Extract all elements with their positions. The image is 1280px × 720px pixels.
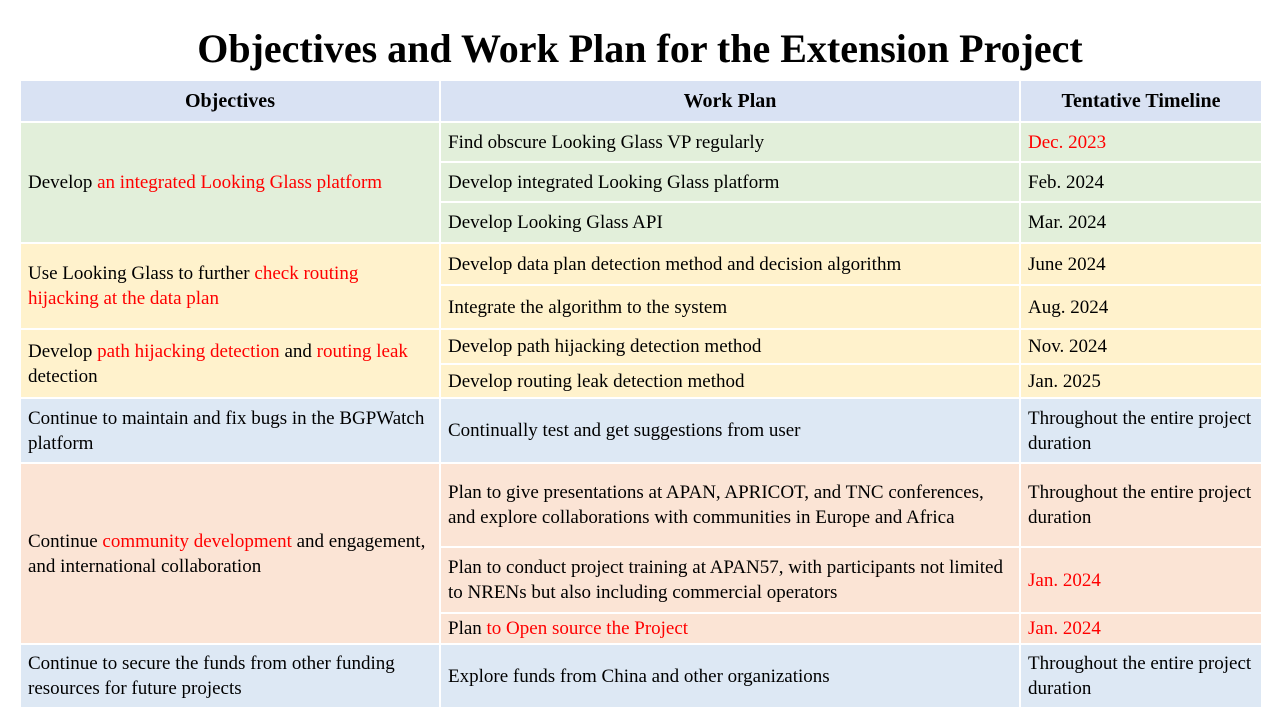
objective-highlight: path hijacking detection	[97, 340, 280, 362]
header-objectives: Objectives	[20, 80, 440, 122]
timeline-cell: Throughout the entire project duration	[1020, 463, 1262, 547]
timeline-cell: Aug. 2024	[1020, 285, 1262, 329]
plan-cell: Continually test and get suggestions from user	[440, 398, 1020, 463]
table-row	[20, 398, 1262, 463]
timeline-cell: Throughout the entire project duration	[1020, 644, 1262, 708]
timeline-cell: Jan. 2024	[1020, 613, 1262, 644]
work-plan-table	[19, 79, 1263, 709]
timeline-cell: Mar. 2024	[1020, 202, 1262, 243]
slide-title: Objectives and Work Plan for the Extension Project	[197, 26, 1083, 71]
timeline-cell: Jan. 2024	[1020, 547, 1262, 613]
plan-cell: Develop integrated Looking Glass platform	[440, 162, 1020, 202]
timeline-cell: Nov. 2024	[1020, 329, 1262, 364]
objective-highlight: routing leak	[316, 340, 408, 362]
timeline-cell: Jan. 2025	[1020, 364, 1262, 398]
objective-cell: Develop path hijacking detection and routing leak detection	[20, 329, 440, 398]
table-row	[20, 329, 1262, 364]
plan-highlight: to Open source the Project	[486, 618, 689, 639]
table-header-row	[20, 80, 1262, 122]
header-timeline: Tentative Timeline	[1020, 80, 1262, 122]
table-row	[20, 122, 1262, 162]
timeline-cell: Dec. 2023	[1020, 122, 1262, 162]
objective-cell: Develop an integrated Looking Glass platform	[20, 122, 440, 243]
plan-cell: Plan to Open source the Project	[440, 613, 1020, 644]
timeline-cell: Feb. 2024	[1020, 162, 1262, 202]
plan-cell: Develop Looking Glass API	[440, 202, 1020, 243]
plan-cell: Plan to give presentations at APAN, APRICOT, and TNC conferences, and explore collaborations with communities in Europe and Africa	[440, 463, 1020, 547]
plan-cell: Plan to conduct project training at APAN57, with participants not limited to NRENs but also including commercial operators	[440, 547, 1020, 613]
table-row	[20, 644, 1262, 708]
timeline-cell: June 2024	[1020, 243, 1262, 285]
plan-cell: Find obscure Looking Glass VP regularly	[440, 122, 1020, 162]
objective-highlight: check routing hijacking at the data plan	[28, 263, 359, 309]
objective-cell: Continue to maintain and fix bugs in the BGPWatch platform	[20, 398, 440, 463]
plan-cell: Develop path hijacking detection method	[440, 329, 1020, 364]
header-work-plan: Work Plan	[440, 80, 1020, 122]
table-row	[20, 243, 1262, 285]
plan-cell: Explore funds from China and other organizations	[440, 644, 1020, 708]
objective-cell: Continue community development and engagement, and international collaboration	[20, 463, 440, 644]
objective-highlight: an integrated Looking Glass platform	[97, 172, 383, 193]
plan-cell: Develop data plan detection method and decision algorithm	[440, 243, 1020, 285]
timeline-cell: Throughout the entire project duration	[1020, 398, 1262, 463]
table-row	[20, 463, 1262, 547]
objective-cell: Continue to secure the funds from other funding resources for future projects	[20, 644, 440, 708]
plan-cell: Develop routing leak detection method	[440, 364, 1020, 398]
objective-highlight: community development	[102, 530, 292, 552]
plan-cell: Integrate the algorithm to the system	[440, 285, 1020, 329]
objective-cell: Use Looking Glass to further check routing hijacking at the data plan	[20, 243, 440, 329]
